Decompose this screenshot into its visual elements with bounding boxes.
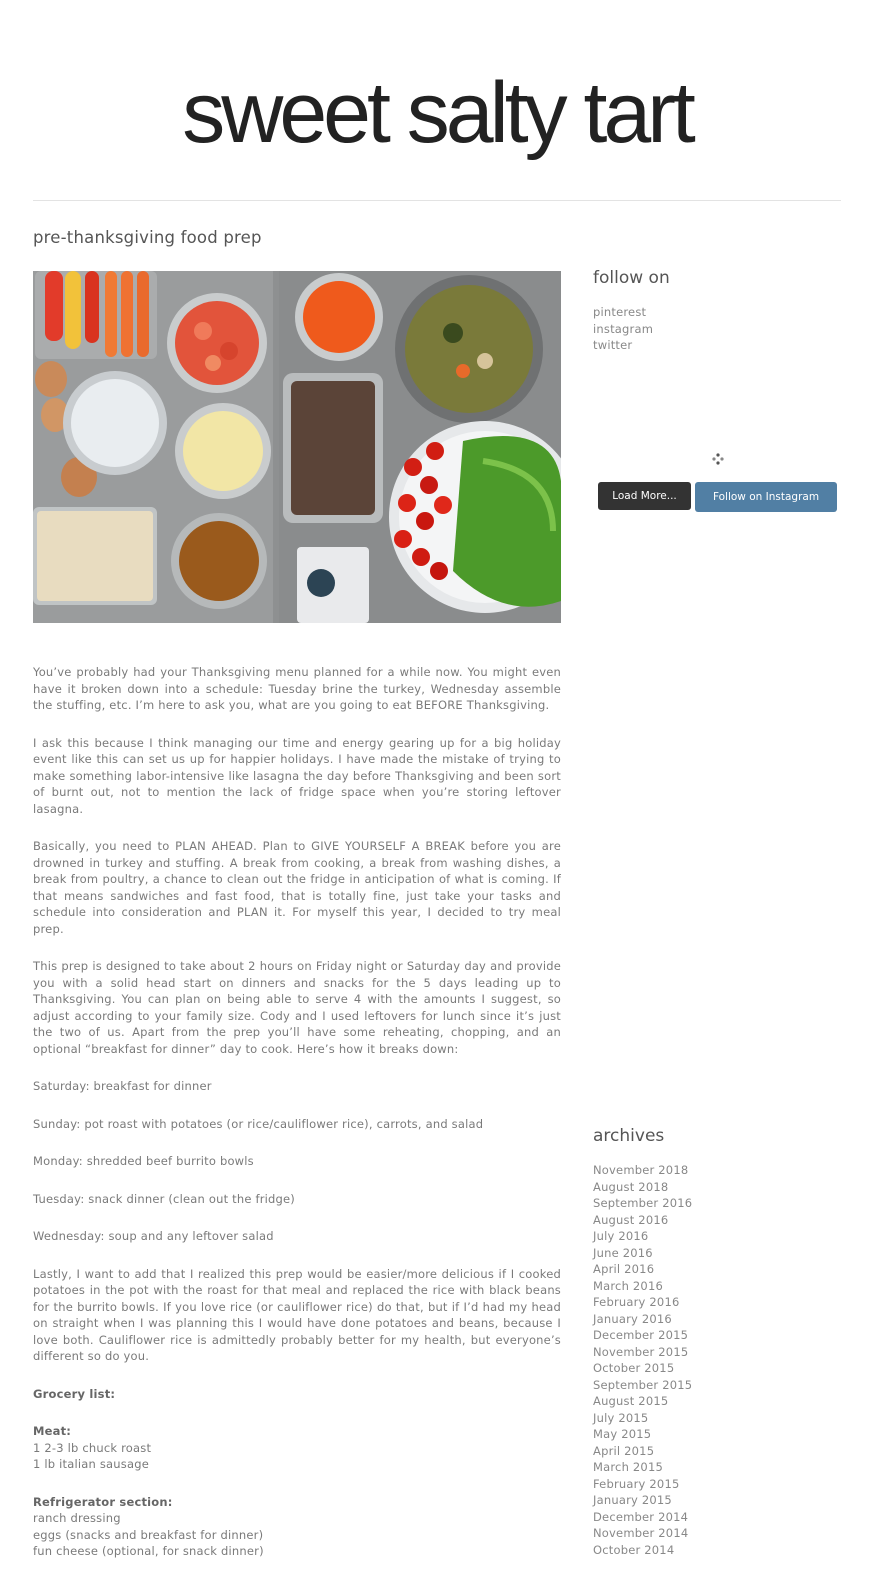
schedule-item: Tuesday: snack dinner (clean out the fridge) bbox=[33, 1191, 295, 1206]
archive-link[interactable]: October 2014 bbox=[593, 1542, 675, 1557]
instagram-link[interactable]: instagram bbox=[593, 321, 654, 336]
site-title[interactable]: sweet salty tart bbox=[182, 65, 692, 161]
post-body bbox=[33, 664, 561, 1581]
archive-link[interactable]: June 2016 bbox=[593, 1245, 653, 1260]
meat-list bbox=[33, 1423, 561, 1473]
archive-link[interactable]: January 2015 bbox=[593, 1493, 672, 1507]
list-item: 1 lb italian sausage bbox=[33, 1457, 149, 1471]
sidebar-follow bbox=[593, 268, 843, 354]
archive-link[interactable]: February 2016 bbox=[593, 1295, 680, 1309]
archive-link[interactable]: December 2014 bbox=[593, 1509, 689, 1524]
post-hero-image bbox=[33, 271, 561, 623]
follow-heading: follow on bbox=[593, 268, 670, 288]
list-item: ranch dressing bbox=[33, 1511, 121, 1525]
list-item: eggs (snacks and breakfast for dinner) bbox=[33, 1527, 264, 1542]
archive-link[interactable]: January 2016 bbox=[593, 1311, 672, 1326]
loading-spinner-icon bbox=[712, 453, 724, 465]
post-paragraph: Basically, you need to PLAN AHEAD. Plan to GIVE YOURSELF A BREAK before you are drowned in turkey and stuffing. A break from cooking, a break from washing dishes, a break from poultry, a chance to clean out the fridge in anticipation of what is coming. If that means sandwiches and fast food, that is totally fine, just take your tasks and schedule into consideration and PLAN it. For myself this year, I decided to try meal prep. bbox=[33, 839, 561, 936]
schedule-item: Sunday: pot roast with potatoes (or rice/cauliflower rice), carrots, and salad bbox=[33, 1116, 484, 1131]
archive-link[interactable]: May 2015 bbox=[593, 1427, 652, 1441]
post-paragraph: You’ve probably had your Thanksgiving menu planned for a while now. You might even have it broken down into a schedule: Tuesday brine the turkey, Wednesday assemble the stuffing, etc. I’m here to ask you, what are you going to eat BEFORE Thanksgiving. bbox=[33, 665, 561, 712]
archive-link[interactable]: March 2015 bbox=[593, 1460, 663, 1474]
pinterest-link[interactable]: pinterest bbox=[593, 305, 647, 319]
archive-link[interactable]: August 2015 bbox=[593, 1394, 669, 1408]
sidebar-archives bbox=[593, 1126, 843, 1558]
archive-link[interactable]: October 2015 bbox=[593, 1361, 675, 1375]
archive-link[interactable]: March 2016 bbox=[593, 1278, 663, 1293]
schedule-item: Saturday: breakfast for dinner bbox=[33, 1079, 212, 1093]
archive-link[interactable]: February 2015 bbox=[593, 1476, 680, 1491]
archive-link[interactable]: August 2016 bbox=[593, 1212, 669, 1227]
header-divider bbox=[33, 200, 841, 201]
archive-link[interactable]: December 2015 bbox=[593, 1328, 689, 1342]
post-paragraph: I ask this because I think managing our time and energy gearing up for a big holiday event like this can set us up for happier holidays. I have made the mistake of trying to make something labor-intensive like lasagna the day before Thanksgiving and been sort of burnt out, not to mention the lack of fridge space when you’re storing leftover lasagna. bbox=[33, 735, 561, 816]
archive-link[interactable]: November 2015 bbox=[593, 1344, 689, 1359]
schedule-item: Monday: shredded beef burrito bowls bbox=[33, 1154, 254, 1168]
list-item: fun cheese (optional, for snack dinner) bbox=[33, 1544, 264, 1558]
schedule-item: Wednesday: soup and any leftover salad bbox=[33, 1229, 274, 1243]
grocery-list-heading: Grocery list: bbox=[33, 1386, 116, 1401]
archive-link[interactable]: July 2015 bbox=[593, 1410, 649, 1425]
archive-link[interactable]: April 2016 bbox=[593, 1262, 655, 1276]
archive-link[interactable]: July 2016 bbox=[593, 1229, 649, 1243]
archive-link[interactable]: September 2016 bbox=[593, 1196, 693, 1210]
post-paragraph: This prep is designed to take about 2 hours on Friday night or Saturday day and provide you with a solid head start on dinners and snacks for the 5 days leading up to Thanksgiving. You can plan on being able to serve 4 with the amounts I suggest, so adjust according to your family size. Cody and I used leftovers for lunch since it’s just the two of us. Apart from the prep you’ll have some reheating, chopping, and an optional “breakfast for dinner” day to cook. Here’s how it breaks down: bbox=[33, 959, 561, 1056]
archive-link[interactable]: November 2014 bbox=[593, 1526, 689, 1540]
post-paragraph: Lastly, I want to add that I realized this prep would be easier/more delicious if I cooked potatoes in the pot with the roast for that meal and replaced the rice with black beans for the burrito bowls. If you love rice (or cauliflower rice) do that, but if I’d had my head on straight when I was planning this I would have done potatoes and beans, because I love both. Cauliflower rice is admittedly probably better for my health, but everyone’s different so do you. bbox=[33, 1266, 561, 1363]
fridge-heading: Refrigerator section: bbox=[33, 1494, 173, 1509]
archive-link[interactable]: November 2018 bbox=[593, 1163, 689, 1177]
archives-heading: archives bbox=[593, 1126, 665, 1146]
load-more-button[interactable]: Load More... bbox=[598, 482, 691, 510]
list-item: 1 2-3 lb chuck roast bbox=[33, 1440, 152, 1455]
post-title[interactable]: pre-thanksgiving food prep bbox=[33, 228, 262, 247]
meat-heading: Meat: bbox=[33, 1424, 72, 1438]
fridge-list bbox=[33, 1494, 561, 1560]
follow-instagram-button[interactable]: Follow on Instagram bbox=[695, 482, 837, 512]
archive-list bbox=[593, 1162, 843, 1558]
twitter-link[interactable]: twitter bbox=[593, 338, 633, 352]
archive-link[interactable]: August 2018 bbox=[593, 1179, 669, 1194]
archive-link[interactable]: April 2015 bbox=[593, 1443, 655, 1458]
archive-link[interactable]: September 2015 bbox=[593, 1377, 693, 1392]
